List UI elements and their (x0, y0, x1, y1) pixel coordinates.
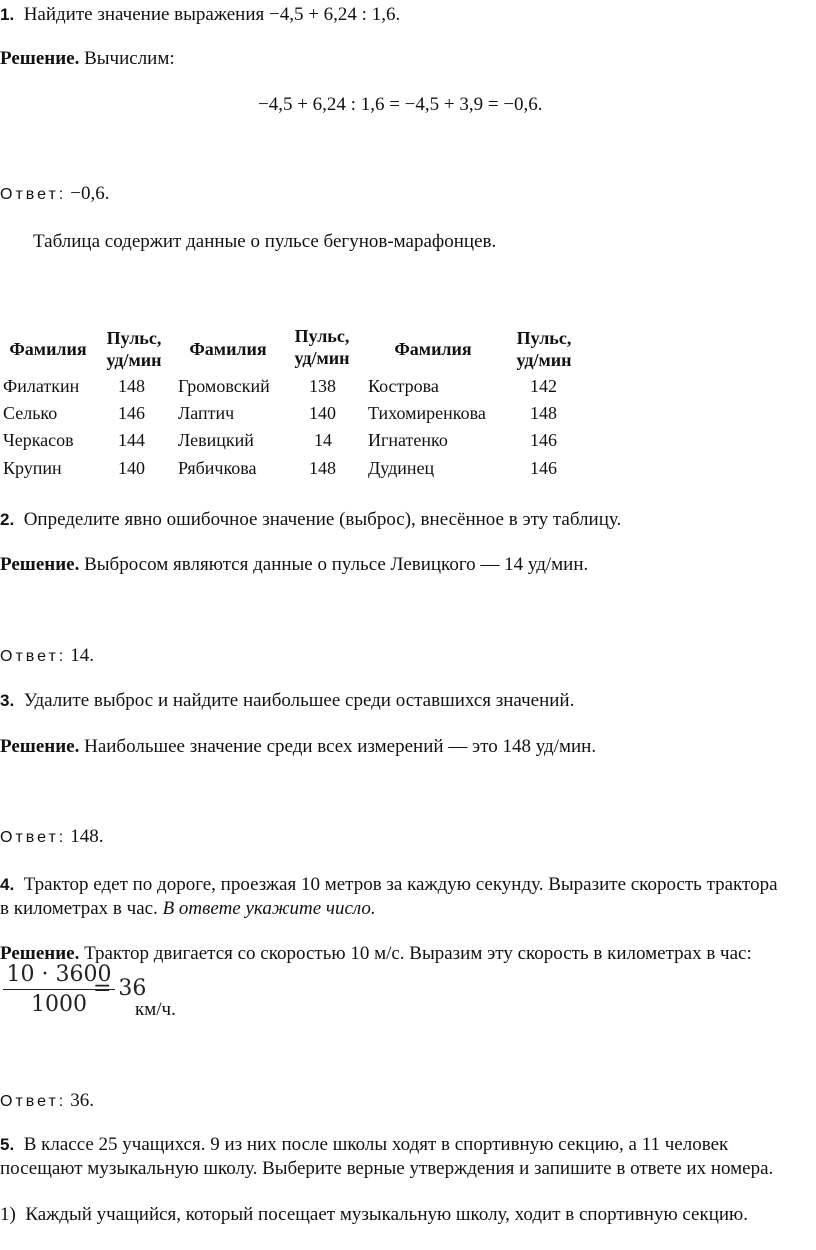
problem-4-answer (0, 1090, 94, 1112)
cell-name: Лаптич (178, 403, 235, 423)
cell-pulse: 146 (530, 430, 557, 450)
header-pulse-3 (504, 327, 584, 371)
cell-pulse: 148 (118, 376, 145, 396)
cell-pulse: 140 (309, 403, 336, 423)
answer-label: Ответ: (0, 1093, 67, 1110)
solution-label: Решение. (0, 554, 80, 575)
problem-number: 5. (0, 1135, 15, 1154)
answer-label: Ответ: (0, 186, 67, 203)
cell-pulse: 146 (118, 403, 145, 423)
header-pulse-line2: уд/мин (516, 350, 572, 370)
cell-name: Селько (3, 403, 58, 423)
header-pulse-1 (96, 327, 172, 371)
problem-2-solution (0, 553, 588, 577)
problem-1-solution (0, 47, 175, 71)
problem-number: 2. (0, 510, 15, 529)
header-surname-2: Фамилия (189, 339, 267, 359)
cell-name: Левицкий (178, 430, 254, 450)
solution-label: Решение. (0, 736, 80, 757)
solution-text: Трактор двигается со скоростью 10 м/с. Выразим эту скорость в километрах в час: (84, 943, 752, 964)
table-intro: Таблица содержит данные о пульсе бегунов-марафонцев. (33, 231, 497, 252)
solution-text: Выбросом являются данные о пульсе Левицкого — 14 уд/мин. (84, 554, 589, 575)
fraction-result: = 36 (93, 976, 147, 1001)
problem-1-answer (0, 183, 109, 205)
problem-text: В классе 25 учащихся. 9 из них после школы ходят в спортивную секцию, а 11 человек (23, 1134, 729, 1155)
problem-2-answer (0, 645, 94, 667)
solution-text: Вычислим: (84, 48, 175, 69)
option-number: 1) (0, 1204, 16, 1225)
cell-pulse: 142 (530, 376, 557, 396)
fraction-denominator: 1000 (31, 992, 87, 1017)
problem-1-statement (0, 3, 400, 27)
problem-4-statement-line1 (0, 873, 778, 897)
problem-3-solution (0, 735, 596, 759)
problem-5-statement-line1 (0, 1133, 728, 1157)
header-pulse-line1: Пульс, (516, 328, 572, 348)
solution-label: Решение. (0, 943, 80, 964)
problem-number: 3. (0, 691, 15, 710)
problem-text: Трактор едет по дороге, проезжая 10 метров за каждую секунду. Выразите скорость трактора (23, 874, 778, 895)
answer-value: 148. (70, 826, 104, 847)
cell-pulse: 138 (309, 376, 336, 396)
answer-value: −0,6. (70, 183, 110, 204)
unit: км/ч. (135, 999, 176, 1020)
problem-5-option-1 (0, 1203, 748, 1227)
fraction-numerator: 10 · 3600 (6, 962, 112, 987)
problem-instruction: В ответе укажите число. (162, 898, 376, 919)
problem-4-statement-line2 (0, 897, 376, 921)
problem-text: Определите явно ошибочное значение (выброс), внесённое в эту таблицу. (23, 509, 622, 530)
cell-pulse: 146 (530, 458, 557, 478)
problem-text: Найдите значение выражения −4,5 + 6,24 : 1,6. (23, 4, 401, 25)
cell-name: Кострова (368, 376, 439, 396)
cell-name: Черкасов (3, 430, 74, 450)
header-surname-1: Фамилия (9, 339, 87, 359)
cell-name: Рябичкова (178, 458, 257, 478)
header-pulse-line1: Пульс, (106, 328, 162, 348)
answer-label: Ответ: (0, 648, 67, 665)
cell-name: Дудинец (368, 458, 435, 478)
cell-pulse: 148 (309, 458, 336, 478)
cell-pulse: 140 (118, 458, 145, 478)
problem-5-statement-line2: посещают музыкальную школу. Выберите верные утверждения и запишите в ответе их номера. (0, 1158, 774, 1179)
problem-3-statement (0, 689, 574, 713)
header-surname-3: Фамилия (394, 339, 472, 359)
answer-label: Ответ: (0, 829, 67, 846)
cell-name: Громовский (178, 376, 270, 396)
pulse-table (0, 318, 816, 488)
header-pulse-2 (284, 325, 360, 369)
header-pulse-line2: уд/мин (106, 350, 162, 370)
solution-text: Наибольшее значение среди всех измерений — это 148 уд/мин. (84, 736, 597, 757)
answer-value: 14. (70, 645, 94, 666)
header-pulse-line1: Пульс, (294, 326, 350, 346)
cell-pulse: 144 (118, 430, 145, 450)
answer-value: 36. (70, 1090, 94, 1111)
problem-text: Удалите выброс и найдите наибольшее среди оставшихся значений. (23, 690, 575, 711)
cell-name: Крупин (3, 458, 62, 478)
problem-number: 4. (0, 875, 15, 894)
option-text: Каждый учащийся, который посещает музыкальную школу, ходит в спортивную секцию. (25, 1204, 749, 1225)
equation: −4,5 + 6,24 : 1,6 = −4,5 + 3,9 = −0,6. (258, 94, 543, 115)
cell-name: Тихомиренкова (368, 403, 486, 423)
problem-3-answer (0, 826, 103, 848)
cell-name: Филаткин (3, 376, 80, 396)
problem-number: 1. (0, 5, 15, 24)
header-pulse-line2: уд/мин (294, 348, 350, 368)
cell-pulse: 14 (314, 430, 332, 450)
solution-label: Решение. (0, 48, 80, 69)
cell-pulse: 148 (530, 403, 557, 423)
problem-text: в километрах в час. (0, 898, 158, 919)
problem-2-statement (0, 508, 621, 532)
cell-name: Игнатенко (368, 430, 448, 450)
